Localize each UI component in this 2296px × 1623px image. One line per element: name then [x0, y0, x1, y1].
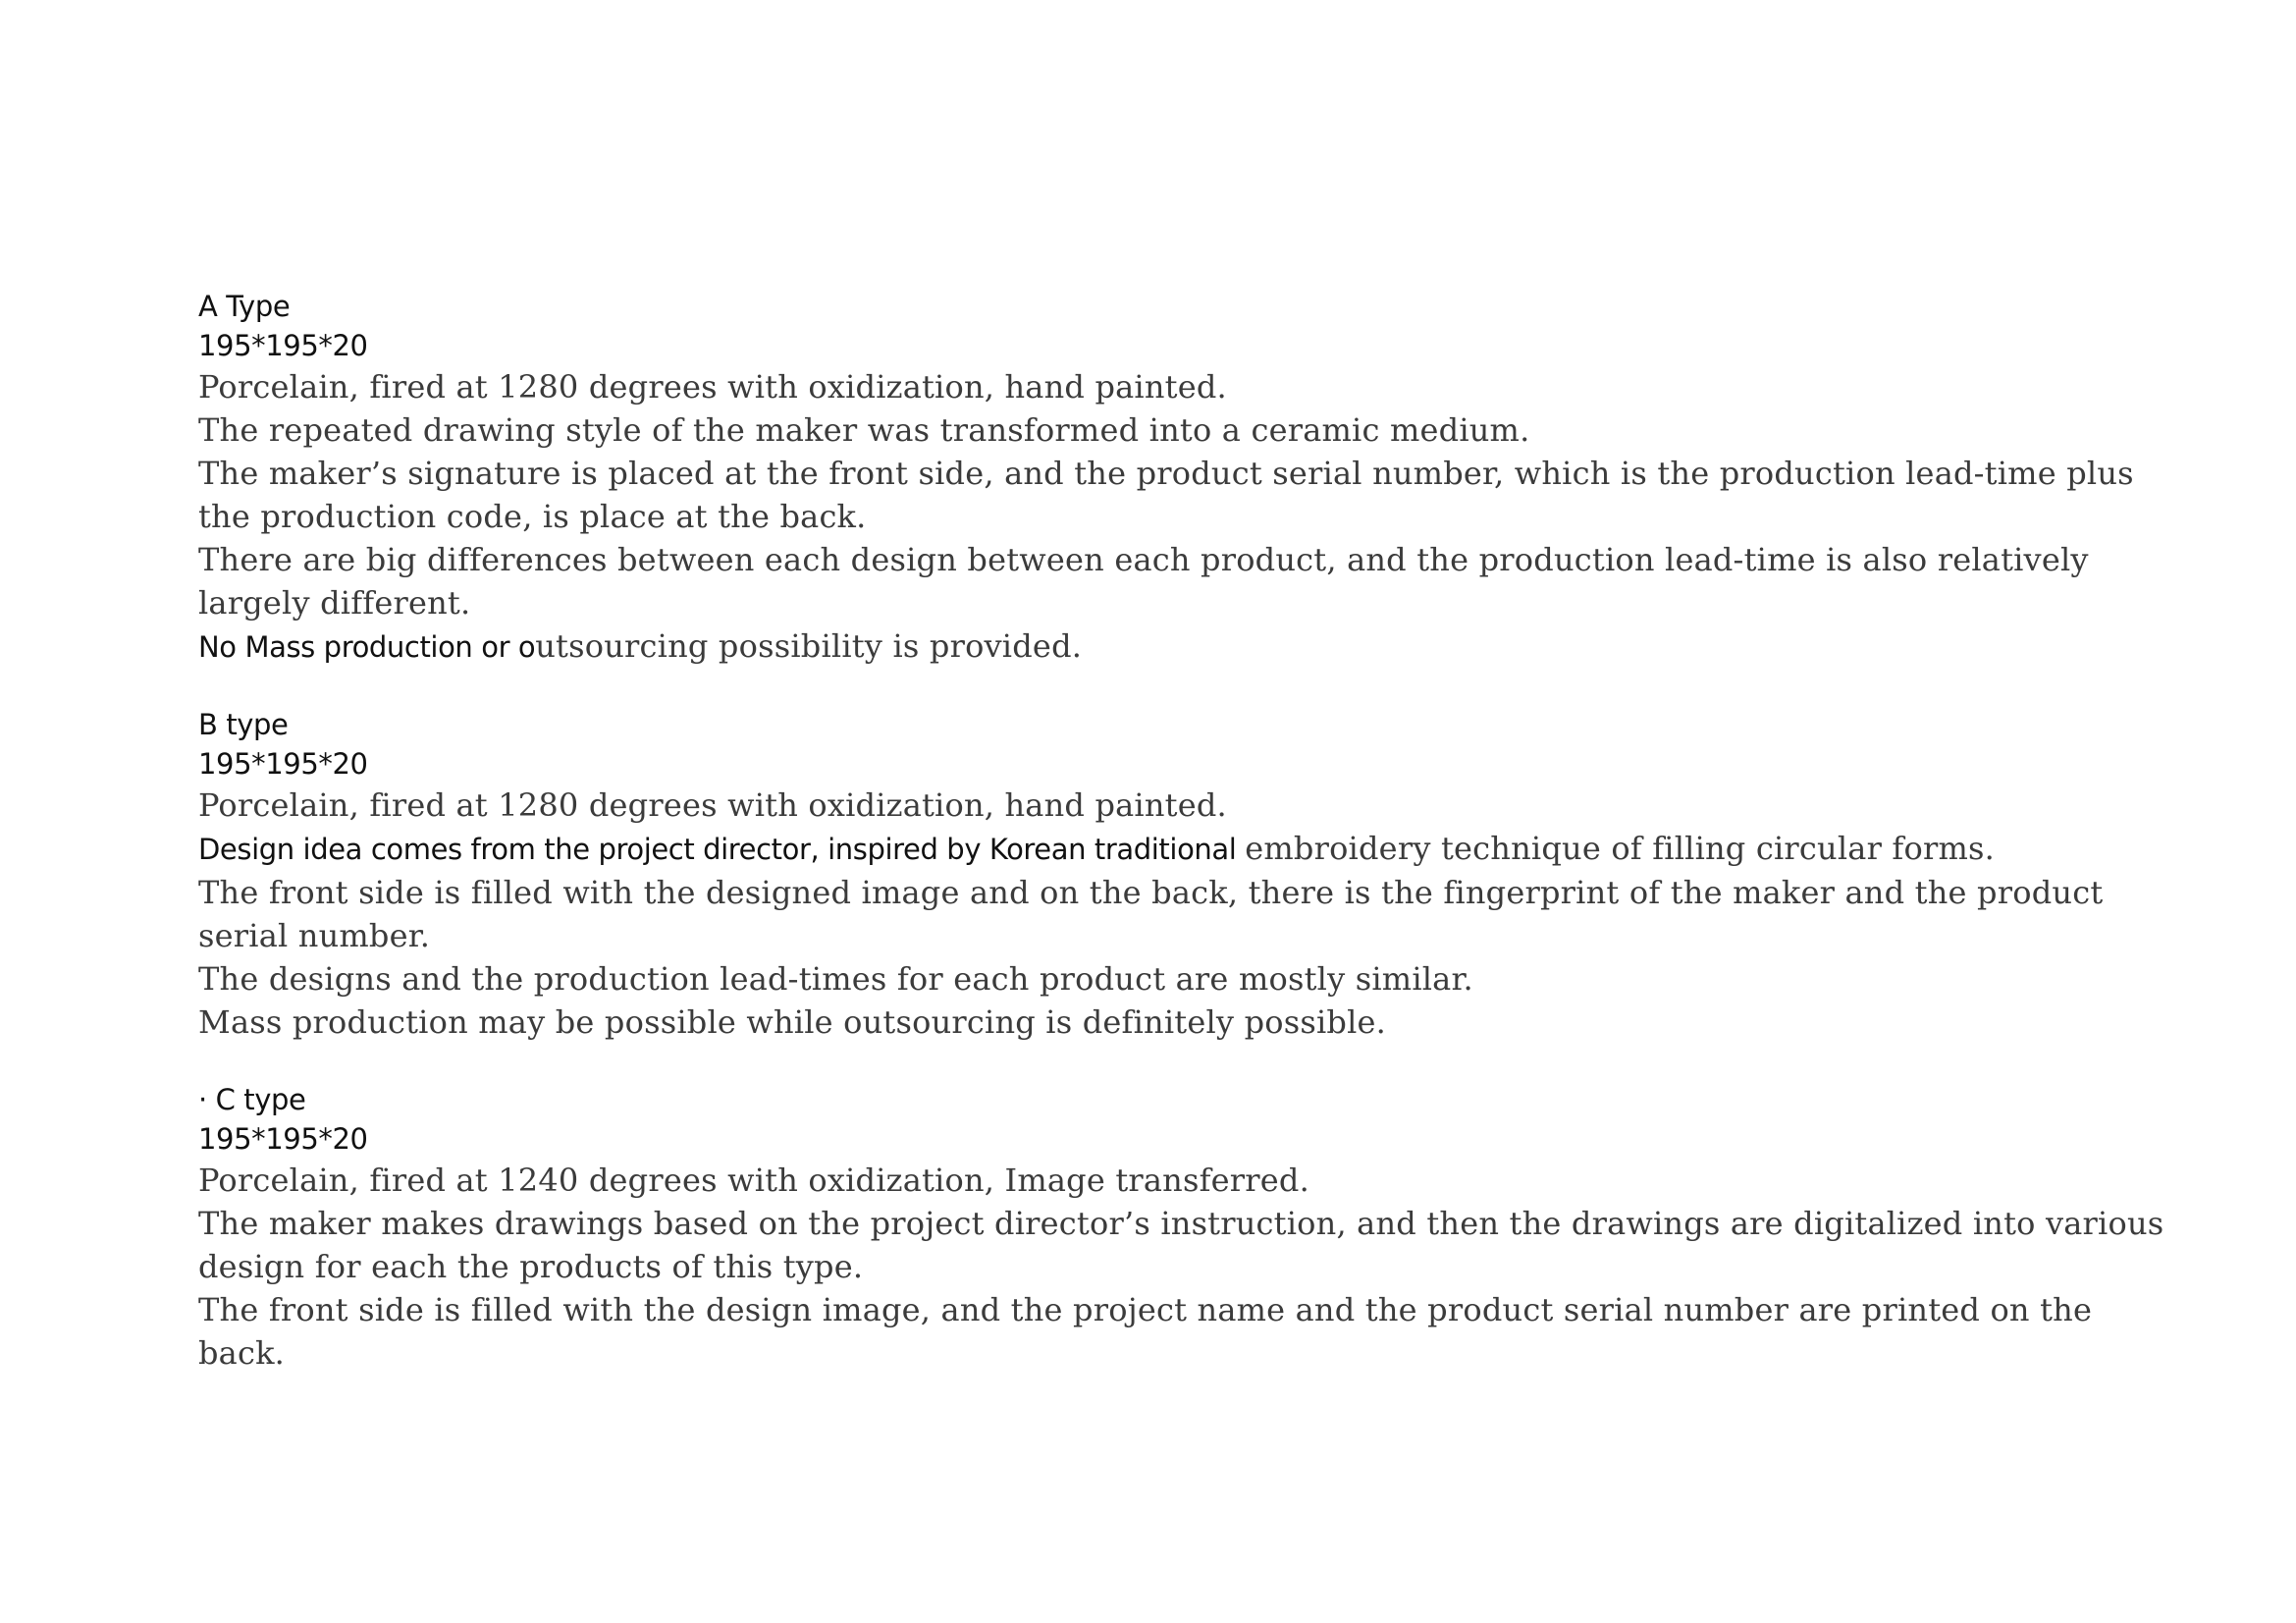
paragraph-line: The maker makes drawings based on the project director’s instruction, and then the drawings are digitalized into various	[198, 1205, 2164, 1242]
paragraph-line: The designs and the production lead-times for each product are mostly similar.	[198, 960, 1473, 998]
paragraph-line: Porcelain, fired at 1240 degrees with oxidization, Image transferred.	[198, 1162, 1309, 1199]
section-dimensions: 195*195*20	[198, 747, 368, 781]
mixed-serif-text: embroidery technique of filling circular forms.	[1245, 830, 1995, 867]
paragraph-line: serial number.	[198, 917, 431, 954]
paragraph-line: Mass production may be possible while outsourcing is definitely possible.	[198, 1003, 1387, 1041]
paragraph-line: There are big differences between each design between each product, and the production lead-time is also relatively	[198, 541, 2089, 578]
section-spacer	[198, 1044, 2162, 1080]
paragraph-line: The maker’s signature is placed at the front side, and the product serial number, which is the production lead-time plus	[198, 455, 2134, 492]
section-b-type	[198, 705, 2162, 1044]
section-c-type	[198, 1080, 2162, 1375]
mixed-sans-text: Design idea comes from the project director, inspired by Korean traditional	[198, 833, 1246, 866]
section-title: B type	[198, 708, 289, 741]
mixed-serif-text: utsourcing possibility is provided.	[535, 627, 1083, 665]
paragraph-line: The repeated drawing style of the maker was transformed into a ceramic medium.	[198, 411, 1530, 449]
paragraph-line: The front side is filled with the design image, and the project name and the product serial number are printed on the	[198, 1291, 2093, 1328]
paragraph-line: largely different.	[198, 584, 471, 622]
paragraph-line: the production code, is place at the back.	[198, 498, 867, 535]
paragraph-line: The front side is filled with the designed image and on the back, there is the fingerprint of the maker and the product	[198, 874, 2104, 911]
mixed-sans-text: No Mass production or o	[198, 630, 536, 664]
paragraph-line: Porcelain, fired at 1280 degrees with oxidization, hand painted.	[198, 786, 1227, 824]
section-title: A Type	[198, 290, 291, 323]
section-dimensions: 195*195*20	[198, 1122, 368, 1156]
paragraph-line-mixed	[198, 624, 2162, 669]
section-a-type	[198, 287, 2162, 669]
paragraph-line: back.	[198, 1334, 286, 1372]
section-title: · C type	[198, 1083, 306, 1116]
section-dimensions: 195*195*20	[198, 329, 368, 362]
paragraph-line: design for each the products of this type.	[198, 1248, 864, 1285]
paragraph-line-mixed	[198, 827, 2162, 871]
document-body	[198, 287, 2162, 1375]
section-spacer	[198, 669, 2162, 705]
paragraph-line: Porcelain, fired at 1280 degrees with oxidization, hand painted.	[198, 368, 1227, 406]
